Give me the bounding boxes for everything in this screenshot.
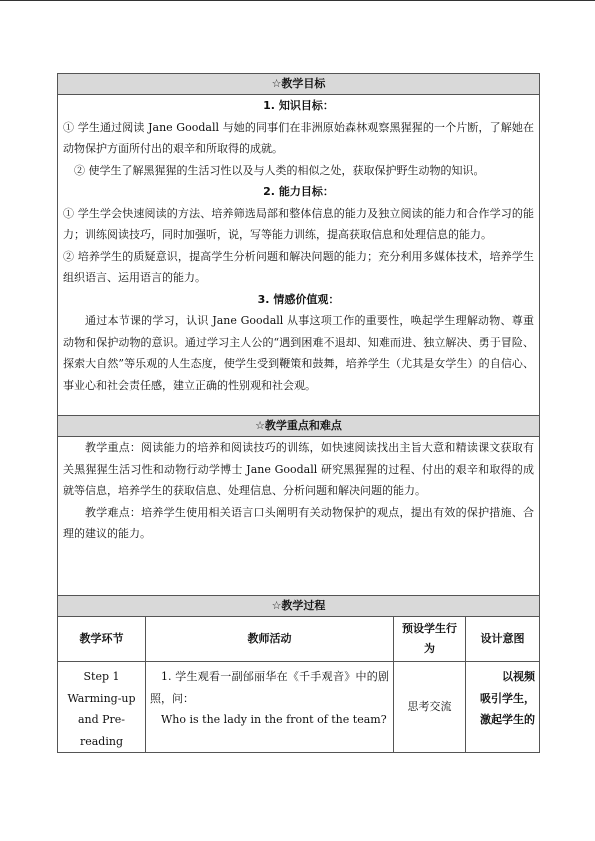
column-header-student: 预设学生行为	[394, 617, 466, 662]
intent-line-3: 激起学生的	[480, 713, 535, 726]
stage-line-1: Step 1	[83, 670, 120, 683]
stage-cell	[58, 662, 146, 753]
teacher-activity-cell	[146, 662, 394, 753]
design-intent-cell	[466, 662, 540, 753]
process-header-row	[58, 596, 540, 617]
table-row	[58, 662, 540, 753]
knowledge-goal-title: 1. 知识目标：	[263, 99, 334, 112]
key-points-header: ☆教学重点和难点	[58, 416, 540, 437]
stage-line-2: Warming-up	[67, 691, 136, 705]
intent-line-2: 吸引学生，	[480, 691, 535, 705]
ability-goal-item-2: ② 培养学生的质疑意识，提高学生分析问题和解决问题的能力；充分利用多媒体技术，培养学生组织语言、运用语言的能力。	[63, 249, 534, 284]
emotion-goal-title: 3. 情感价值观：	[257, 292, 340, 306]
objectives-body-row	[58, 95, 540, 416]
key-points-header-row	[58, 416, 540, 437]
objectives-header: ☆教学目标	[58, 74, 540, 95]
key-points-body-row	[58, 437, 540, 596]
ability-goal-item-1: ① 学生学会快速阅读的方法、培养筛选局部和整体信息的能力及独立阅读的能力和合作学习的能力；训练阅读技巧，同时加强听，说，写等能力训练，提高获取信息和处理信息的能力。	[63, 206, 534, 241]
emotion-goal-text: 通过本节课的学习，认识 Jane Goodall 从事这项工作的重要性，唤起学生理解动物、尊重动物和保护动物的意识。通过学习主人公的“遇到困难不退却、知难而进、独立解决、勇于冒险、探索大自然”等乐观的人生态度，使学生受到鞭策和鼓舞，培养学生（尤其是女学生）的自信心、事业心和社会责任感，建立正确的性别观和社会观。	[63, 314, 534, 392]
lesson-plan-table	[57, 73, 540, 753]
teacher-activity-line-2: Who is the lady in the front of the team?	[161, 713, 387, 726]
knowledge-goal-item-1: ① 学生通过阅读 Jane Goodall 与她的同事们在非洲原始森林观察黑猩猩的一个片断，了解她在动物保护方面所付出的艰辛和所取得的成就。	[63, 120, 534, 155]
teacher-activity-line-1: 1. 学生观看一副邰丽华在《千手观音》中的剧照，问：	[150, 670, 389, 705]
intent-line-1: 以视频	[502, 670, 535, 683]
student-behavior-cell: 思考交流	[394, 662, 466, 753]
objectives-body	[58, 95, 540, 416]
column-header-teacher: 教师活动	[146, 617, 394, 662]
key-points-body	[58, 437, 540, 596]
process-header: ☆教学过程	[58, 596, 540, 617]
column-header-stage: 教学环节	[58, 617, 146, 662]
knowledge-goal-item-2: ② 使学生了解黑猩猩的生活习性以及与人类的相似之处，获取保护野生动物的知识。	[74, 163, 485, 177]
teaching-difficulty: 教学难点：培养学生使用相关语言口头阐明有关动物保护的观点，提出有效的保护措施、合理的建议的能力。	[63, 505, 534, 540]
page-top-rule	[0, 0, 595, 1]
column-header-intent: 设计意图	[466, 617, 540, 662]
teaching-focus: 教学重点：阅读能力的培养和阅读技巧的训练，如快速阅读找出主旨大意和精读课文获取有关黑猩猩生活习性和动物行动学博士 Jane Goodall 研究黑猩猩的过程、付出的艰辛和取得的成就等信息，培养学生的获取信息、处理信息、分析问题和解决问题的能力。	[63, 441, 534, 497]
stage-line-3: and Pre-reading	[77, 713, 126, 748]
objectives-header-row	[58, 74, 540, 95]
ability-goal-title: 2. 能力目标：	[263, 185, 334, 198]
process-column-headers	[58, 617, 540, 662]
